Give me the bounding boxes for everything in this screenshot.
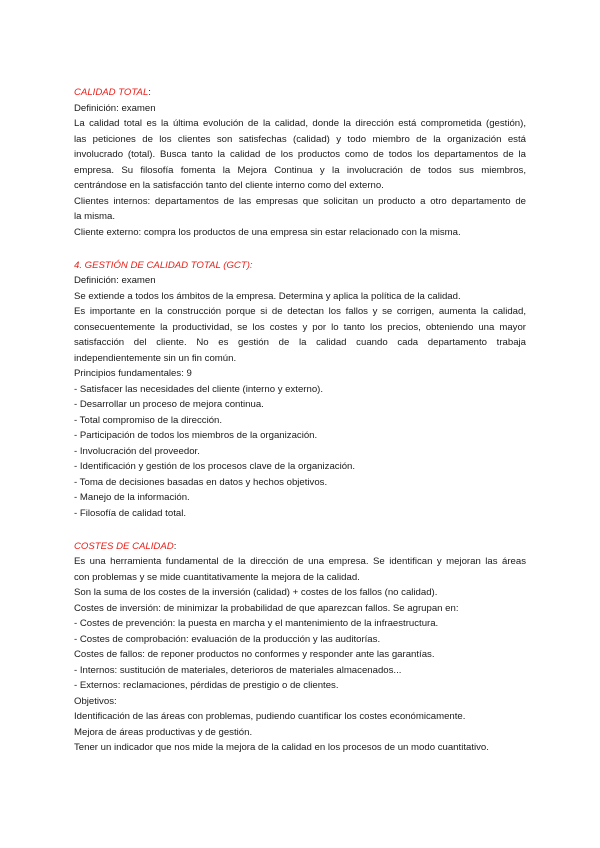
paragraph-line: Cliente externo: compra los productos de una empresa sin estar relacionado con la misma. [74, 227, 461, 238]
list-item: - Manejo de la información. [74, 492, 190, 503]
paragraph-line: Objetivos: [74, 696, 117, 707]
paragraph-line: con problemas y se mide cuantitativamente la mejora de la calidad. [74, 572, 360, 583]
paragraph-line: Es una herramienta fundamental de la dirección de una empresa. Se identifican y mejoran las áreas [74, 556, 526, 567]
list-item: - Desarrollar un proceso de mejora continua. [74, 399, 264, 410]
paragraph-line: Son la suma de los costes de la inversión (calidad) + costes de los fallos (no calidad). [74, 587, 438, 598]
paragraph-line: Mejora de áreas productivas y de gestión. [74, 727, 253, 738]
paragraph-line: involucrado (total). Busca tanto la calidad de los productos como de todos los departamentos de la [74, 149, 526, 160]
paragraph-line: empresa. Su filosofía fomenta la Mejora Continua y la involucración de todos sus miembros, [74, 165, 526, 176]
list-item: - Internos: sustitución de materiales, deterioros de materiales almacenados... [74, 665, 402, 676]
list-item: - Costes de comprobación: evaluación de la producción y las auditorías. [74, 634, 381, 645]
paragraph-line: la misma. [74, 211, 116, 222]
paragraph-line: Tener un indicador que nos mide la mejora de la calidad en los procesos de un modo cuantitativo. [74, 742, 489, 753]
list-item: - Filosofía de calidad total. [74, 508, 186, 519]
paragraph-line: las peticiones de los clientes son satisfechas (calidad) y todo miembro de la organización está [74, 134, 526, 145]
paragraph-line: Costes de fallos: de reponer productos no conformes y responder ante las garantías. [74, 649, 435, 660]
paragraph-line: Definición: examen [74, 275, 156, 286]
paragraph-line: Costes de inversión: de minimizar la probabilidad de que aparezcan fallos. Se agrupan en: [74, 603, 459, 614]
paragraph-line: Es importante en la construcción porque si de detectan los fallos y se corrigen, aumenta la calidad, [74, 306, 526, 317]
list-item: - Involucración del proveedor. [74, 446, 200, 457]
paragraph-line: Definición: examen [74, 103, 156, 114]
section-heading-calidad-total: CALIDAD TOTAL: [74, 87, 151, 98]
paragraph-line: La calidad total es la última evolución de la calidad, donde la dirección está comprometida (gestión), [74, 118, 526, 129]
paragraph-line: Principios fundamentales: 9 [74, 368, 192, 379]
paragraph-line: Identificación de las áreas con problemas, pudiendo cuantificar los costes económicamente. [74, 711, 466, 722]
list-item: - Satisfacer las necesidades del cliente (interno y externo). [74, 384, 324, 395]
list-item: - Participación de todos los miembros de la organización. [74, 430, 318, 441]
section-heading-gestion-calidad-total: 4. GESTIÓN DE CALIDAD TOTAL (GCT): [74, 260, 253, 271]
list-item: - Costes de prevención: la puesta en marcha y el mantenimiento de la infraestructura. [74, 618, 439, 629]
paragraph-line: satisfacción del cliente. No es gestión de la calidad cuando cada departamento trabaja [74, 337, 526, 348]
paragraph-line: consecuentemente la productividad, se los costes y por lo tanto los precios, obteniendo una mayor [74, 322, 526, 333]
paragraph-line: centrándose en la satisfacción tanto del cliente interno como del externo. [74, 180, 384, 191]
paragraph-line: independientemente sin un fin común. [74, 353, 237, 364]
paragraph-line: Se extiende a todos los ámbitos de la empresa. Determina y aplica la política de la calidad. [74, 291, 461, 302]
paragraph-line: Clientes internos: departamentos de las empresas que solicitan un producto a otro departamento de [74, 196, 526, 207]
list-item: - Toma de decisiones basadas en datos y hechos objetivos. [74, 477, 328, 488]
list-item: - Externos: reclamaciones, pérdidas de prestigio o de clientes. [74, 680, 339, 691]
list-item: - Total compromiso de la dirección. [74, 415, 223, 426]
list-item: - Identificación y gestión de los procesos clave de la organización. [74, 461, 356, 472]
section-heading-costes-calidad: COSTES DE CALIDAD: [74, 541, 177, 552]
